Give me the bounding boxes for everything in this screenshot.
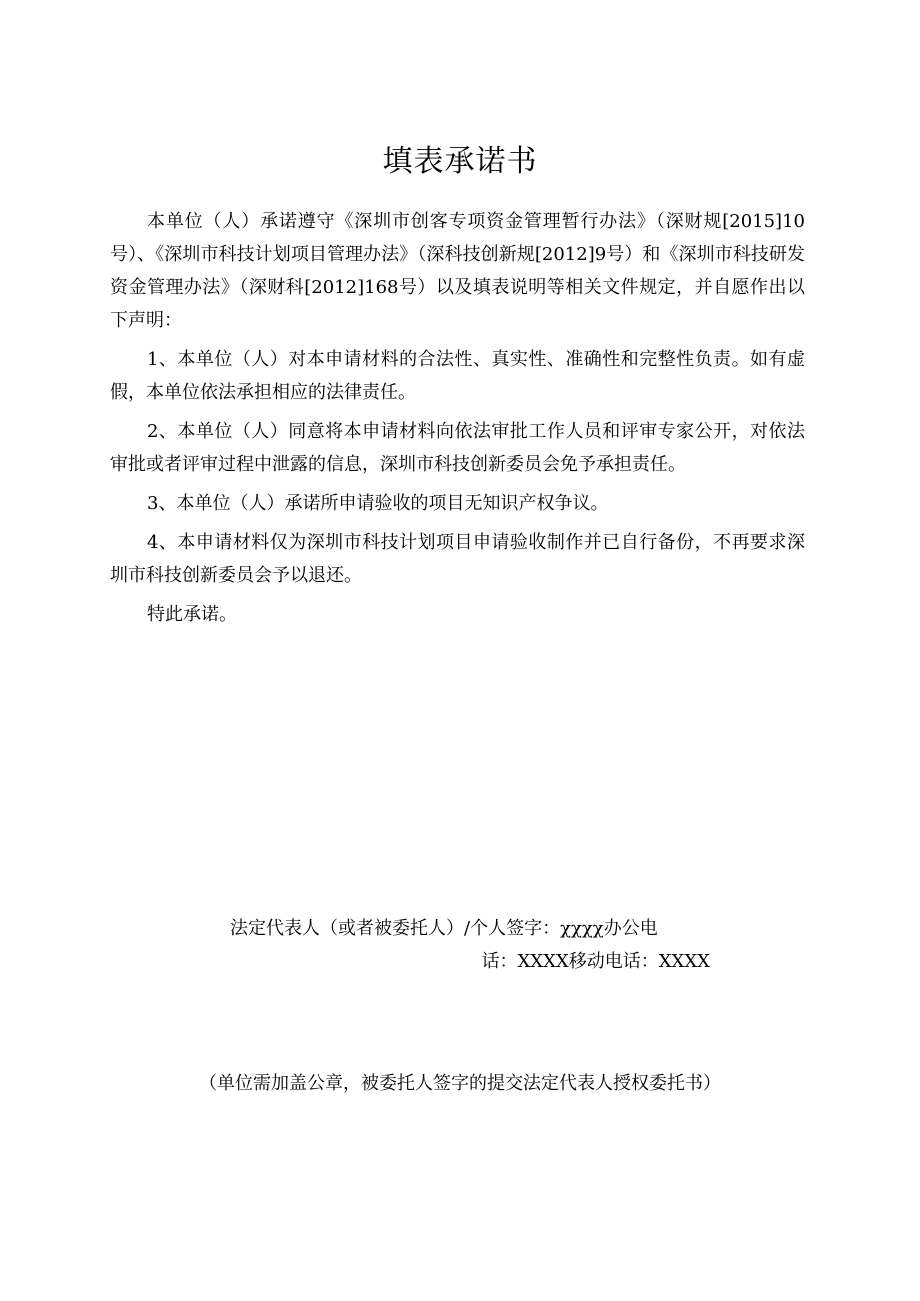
signature-line-2: 话：XXXX移动电话：XXXX bbox=[481, 951, 710, 972]
declaration-item-1: 1、本单位（人）对本申请材料的合法性、真实性、准确性和完整性负责。如有虚假，本单位依法承担相应的法律责任。 bbox=[110, 349, 805, 403]
signature-block bbox=[230, 912, 710, 978]
document-body bbox=[110, 205, 805, 637]
declaration-item-4: 4、本申请材料仅为深圳市科技计划项目申请验收制作并已自行备份，不再要求深圳市科技创新委员会予以退还。 bbox=[110, 532, 805, 586]
declaration-item-3: 3、本单位（人）承诺所申请验收的项目无知识产权争议。 bbox=[147, 493, 609, 514]
seal-note: （单位需加盖公章，被委托人签字的提交法定代表人授权委托书） bbox=[199, 1073, 721, 1094]
document-title: 填表承诺书 bbox=[382, 144, 538, 179]
closing-statement: 特此承诺。 bbox=[147, 604, 237, 625]
declaration-item-2: 2、本单位（人）同意将本申请材料向依法审批工作人员和评审专家公开，对依法审批或者评审过程中泄露的信息，深圳市科技创新委员会免予承担责任。 bbox=[110, 421, 805, 475]
signature-line-1: 法定代表人（或者被委托人）/个人签字：χχχχ办公电 bbox=[230, 918, 658, 939]
intro-paragraph: 本单位（人）承诺遵守《深圳市创客专项资金管理暂行办法》（深财规[2015]10号）、《深圳市科技计划项目管理办法》（深科技创新规[2012]9号）和《深圳市科技研发资金管理办法》（深财科[2012]168号）以及填表说明等相关文件规定，并自愿作出以下声明： bbox=[110, 211, 805, 331]
